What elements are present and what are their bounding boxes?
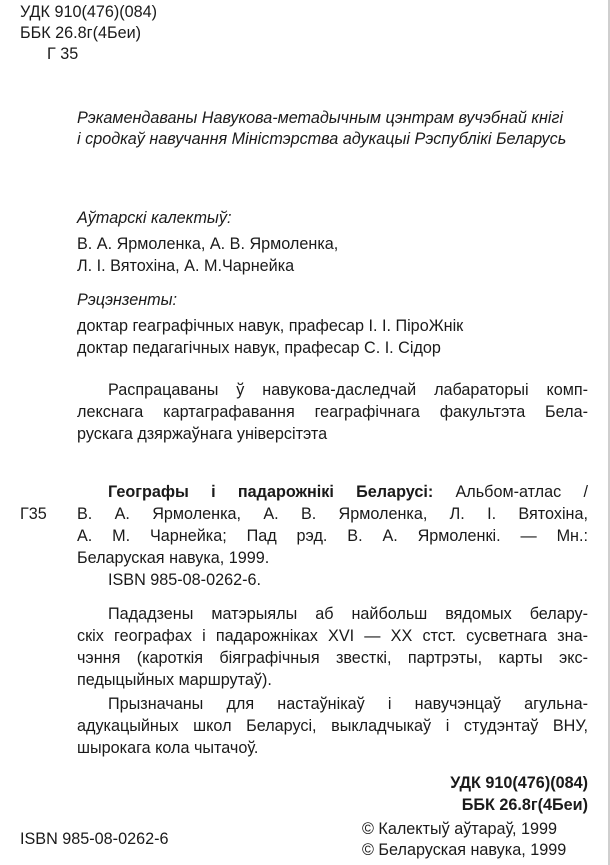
reviewer-line-1: доктар геаграфічных навук, прафесар І. І. ПіроЖнік bbox=[77, 317, 464, 335]
recommendation-line-2: і сродкаў навучання Міністэрства адукацыі Рэспублікі Беларусь bbox=[77, 130, 567, 148]
authors-line-1: В. А. Ярмоленка, А. В. Ярмоленка, bbox=[77, 235, 339, 253]
catalog-title-rest: Альбом-атлас / bbox=[433, 483, 588, 501]
purpose-line-3: шырокага кола чытачоў. bbox=[77, 739, 259, 757]
catalog-code: Г35 bbox=[20, 505, 47, 523]
reviewers-heading: Рэцэнзенты: bbox=[77, 291, 178, 309]
catalog-line-2: А. М. Чарнейка; Пад рэд. В. А. Ярмоленкі. — Мн.: bbox=[77, 527, 588, 545]
catalog-title-line bbox=[108, 482, 588, 502]
developed-line-2: лекснага картаграфавання геаграфічнага факультэта Белa- bbox=[77, 403, 588, 421]
catalog-title: Географы і падарожнікі Беларусі: bbox=[108, 483, 434, 501]
catalog-line-3: Беларуская навука, 1999. bbox=[77, 549, 270, 567]
copyright-publisher: © Беларуская навука, 1999 bbox=[362, 841, 567, 859]
purpose-line-2: адукацыйных школ Беларусі, выкладчыкаў і студэнтаў ВНУ, bbox=[77, 717, 588, 735]
copyright-authors: © Калектыў аўтараў, 1999 bbox=[362, 820, 558, 838]
bbk-code-bottom: ББК 26.8г(4Беи) bbox=[461, 796, 588, 814]
authors-heading: Аўтарскі калектыў: bbox=[77, 209, 232, 227]
author-mark-top: Г 35 bbox=[47, 45, 79, 63]
developed-line-3: рускага дзяржаўнага універсітэта bbox=[77, 425, 328, 443]
authors-line-2: Л. І. Вятохіна, А. М.Чарнейка bbox=[77, 257, 295, 275]
isbn-bottom: ISBN 985-08-0262-6 bbox=[20, 830, 169, 848]
recommendation-line-1: Рэкамендаваны Навукова-метадычным цэнтрам вучэбнай кнігі bbox=[77, 109, 564, 127]
catalog-line-1: В. А. Ярмоленка, А. В. Ярмоленка, Л. І. Вятохіна, bbox=[77, 505, 588, 523]
reviewer-line-2: доктар педагагічных навук, прафесар С. І. Сідор bbox=[77, 339, 441, 357]
udk-code-bottom: УДК 910(476)(084) bbox=[450, 774, 588, 792]
abstract-line-2: скіх географах і падарожніках XVI — XX стст. сусветнага зна- bbox=[77, 627, 588, 645]
abstract-line-1: Пададзены матэрыялы аб найбольш вядомых белару- bbox=[108, 605, 588, 623]
abstract-line-4: педыцыйных маршрутаў). bbox=[77, 671, 272, 689]
bbk-code-top: ББК 26.8г(4Беи) bbox=[20, 24, 142, 42]
catalog-isbn: ISBN 985-08-0262-6. bbox=[108, 571, 261, 589]
udk-code-top: УДК 910(476)(084) bbox=[20, 3, 158, 21]
purpose-line-1: Прызначаны для настаўнікаў і навучэнцаў агульна- bbox=[108, 695, 588, 713]
abstract-line-3: чэння (кароткія біяграфічныя звесткі, партрэты, карты экс- bbox=[77, 649, 588, 667]
developed-line-1: Распрацаваны ў навукова-даследчай лабараторыі комп- bbox=[108, 381, 588, 399]
